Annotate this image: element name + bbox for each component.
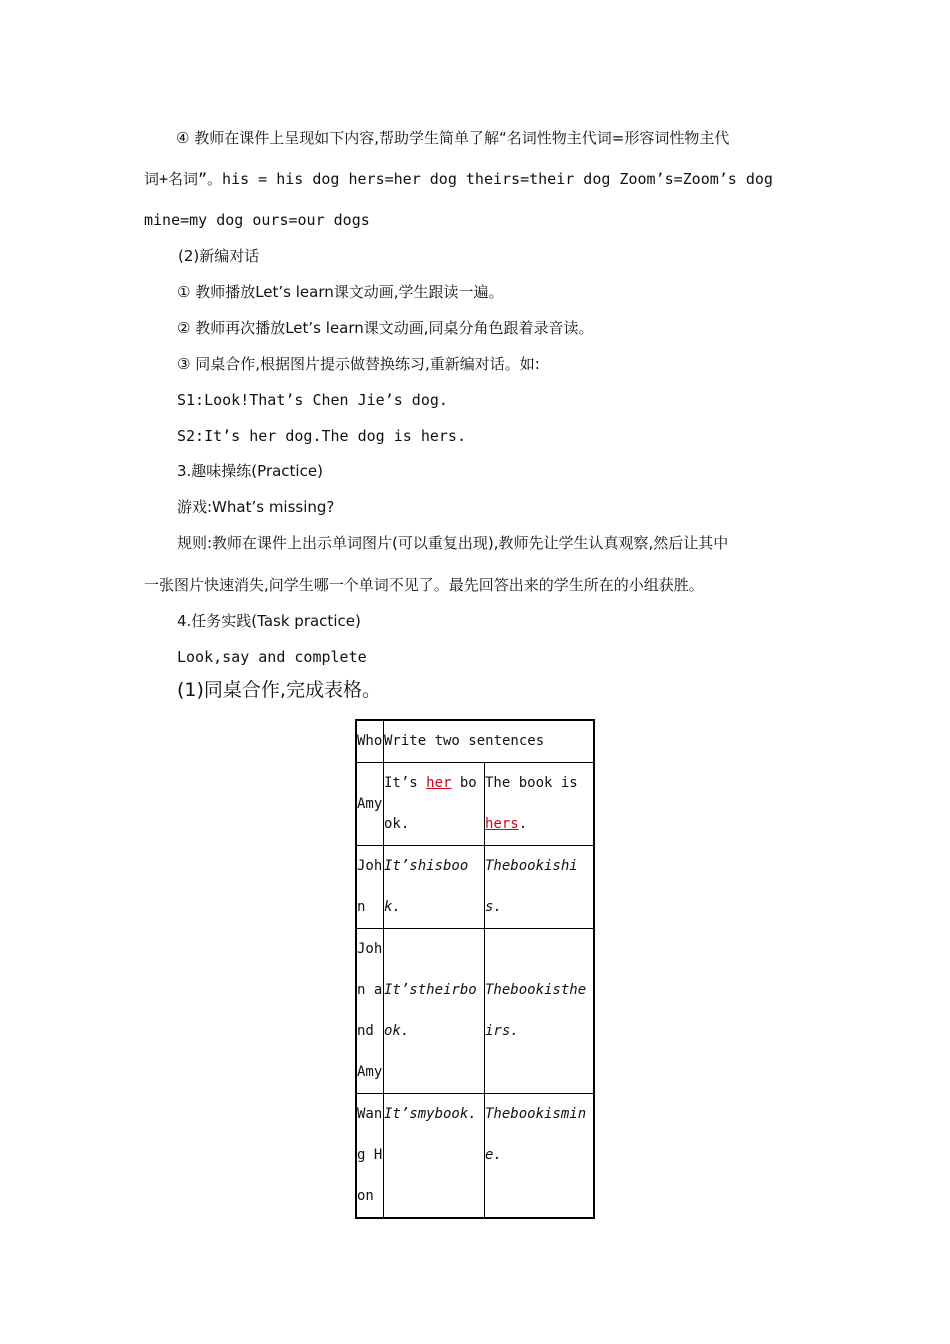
dialogue-s1: S1:Look!That’s Chen Jie’s dog. [177,391,448,409]
paragraph-4-line-1: ④ 教师在课件上呈现如下内容,帮助学生简单了解“名词性物主代词=形容词性物主代 [176,129,730,147]
row-sentence-1: It’smybook. [384,1094,485,1219]
dialogue-s2: S2:It’s her dog.The dog is hers. [177,427,466,445]
header-write: Write two sentences [384,720,595,763]
row-sentence-2: Thebookistheirs. [485,929,595,1094]
table-header-row [356,720,594,763]
row-who: John [356,846,384,929]
game-title: 游戏:What’s missing? [177,498,335,516]
step-3: ③ 同桌合作,根据图片提示做替换练习,重新编对话。如: [177,355,540,373]
row-sentence-1: It’stheirbook. [384,929,485,1094]
step-2: ② 教师再次播放Let’s learn课文动画,同桌分角色跟着录音读。 [177,319,594,337]
row-sentence-2: Thebookismine. [485,1094,595,1219]
row-who: John and Amy [356,929,384,1094]
table-row [356,1094,594,1219]
table-row [356,929,594,1094]
row-who: Wang Hon [356,1094,384,1219]
header-who: Who [356,720,384,763]
table-row [356,763,594,846]
look-say-complete: Look,say and complete [177,648,367,666]
section-2-heading: (2)新编对话 [178,247,260,265]
rule-line-1: 规则:教师在课件上出示单词图片(可以重复出现),教师先让学生认真观察,然后让其中 [177,534,729,552]
section-3-heading: 3.趣味操练(Practice) [177,462,323,480]
row-sentence-1: It’shisbook. [384,846,485,929]
paragraph-4-line-2: 词+名词”。his = his dog hers=her dog theirs=their dog Zoom’s=Zoom’s dog [144,170,773,188]
task-table [355,719,595,1219]
paragraph-4-line-3: mine=my dog ours=our dogs [144,211,370,229]
task-heading: (1)同桌合作,完成表格。 [177,679,381,701]
row-sentence-2: Thebookishis. [485,846,595,929]
step-1: ① 教师播放Let’s learn课文动画,学生跟读一遍。 [177,283,504,301]
row-who: Amy [356,763,384,846]
rule-line-2: 一张图片快速消失,问学生哪一个单词不见了。最先回答出来的学生所在的小组获胜。 [144,576,704,594]
row-sentence-1: It’s her book. [384,763,485,846]
table-row [356,846,594,929]
section-4-heading: 4.任务实践(Task practice) [177,612,361,630]
row-sentence-2: The book is hers. [485,763,595,846]
